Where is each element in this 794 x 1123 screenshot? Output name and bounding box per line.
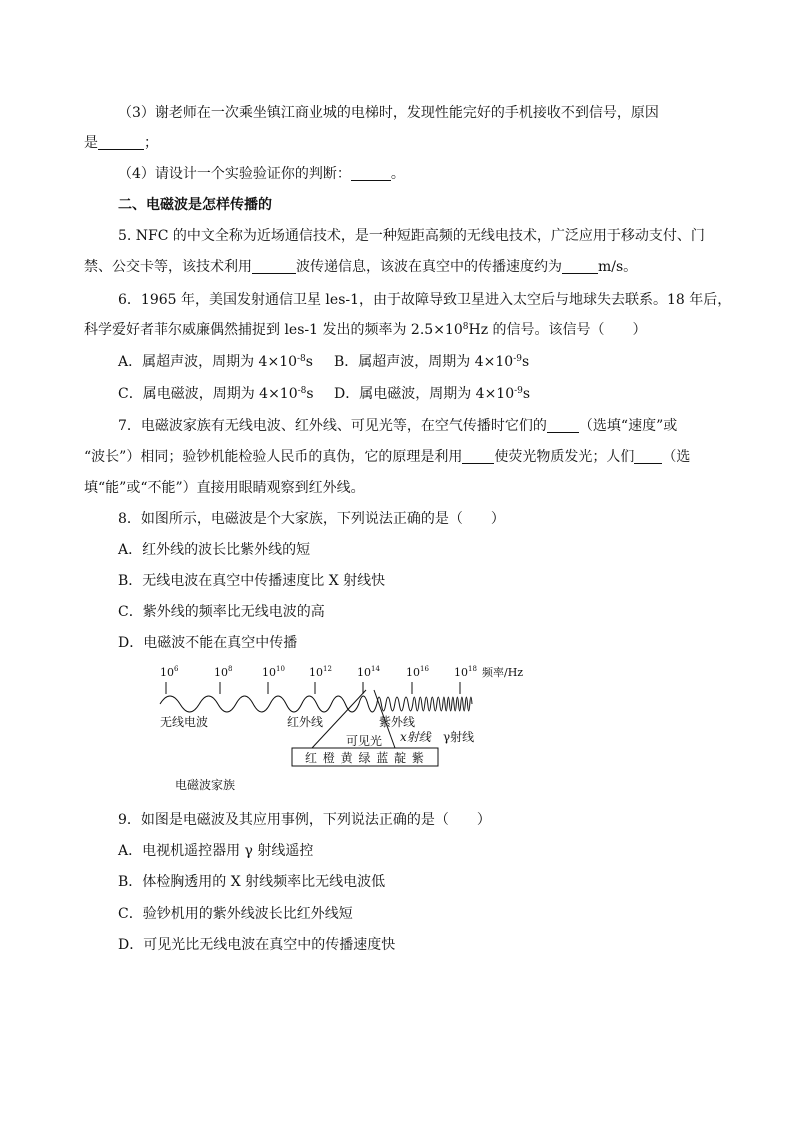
q3-answer-blank[interactable] xyxy=(98,135,144,150)
q9-option-d[interactable]: D．可见光比无线电波在真空中的传播速度快 xyxy=(118,937,396,953)
q6-line-2 xyxy=(84,320,647,340)
xray-label: x射线 xyxy=(400,730,431,744)
q6-option-c[interactable]: C．属电磁波，周期为 $4\times 10^{-8}s$ xyxy=(118,386,314,402)
q7-blank-1[interactable] xyxy=(547,418,579,433)
q7-text-3: “波长”）相同；验钞机能检验人民币的真伪，它的原理是利用 xyxy=(84,449,463,465)
tick-label: $10^{18}$ xyxy=(454,665,477,679)
infrared-label: 红外线 xyxy=(287,715,324,729)
q7-line-3: 填“能”或“不能”）直接用眼睛观察到红外线。 xyxy=(84,480,365,496)
q9-stem: 9．如图是电磁波及其应用事例，下列说法正确的是（ ） xyxy=(118,812,491,828)
q6-option-d[interactable]: D．属电磁波，周期为 $4\times 10^{-9}s$ xyxy=(334,386,531,402)
radio-wave-label: 无线电波 xyxy=(160,715,209,729)
q6-option-a[interactable]: A．属超声波，周期为 $4\times 10^{-8}s$ xyxy=(118,354,313,370)
q3-prefix: 是 xyxy=(84,135,98,151)
q9-option-c[interactable]: C．验钞机用的紫外线波长比红外线短 xyxy=(118,906,353,922)
q5-blank-2[interactable] xyxy=(562,259,598,274)
q8-option-d[interactable]: D．电磁波不能在真空中传播 xyxy=(118,635,298,651)
q5-text-2: 波传递信息，该波在真空中的传播速度约为 xyxy=(296,259,562,275)
frequency-ticks xyxy=(160,665,477,694)
tick-label: $10^{12}$ xyxy=(309,665,332,679)
q7-text-1: 7．电磁波家族有无线电波、红外线、可见光等，在空气传播时它们的 xyxy=(118,418,547,434)
q7-text-4: 使荧光物质发光；人们 xyxy=(494,449,635,465)
q9-option-b[interactable]: B．体检胸透用的 X 射线频率比无线电波低 xyxy=(118,874,386,890)
q7-line-2 xyxy=(84,447,690,467)
q5-text-1: 禁、公交卡等，该技术利用 xyxy=(84,259,252,275)
tick-label: $10^{14}$ xyxy=(357,665,380,679)
q5-line-2 xyxy=(84,257,637,277)
q6-line-1: 6．1965 年，美国发射通信卫星 les-1，由于故障导致卫星进入太空后与地球失去联系。18 年后， xyxy=(118,292,732,308)
diagram-caption: 电磁波家族 xyxy=(175,778,236,792)
q8-option-a[interactable]: A．红外线的波长比紫外线的短 xyxy=(118,542,311,558)
section-heading: 二、电磁波是怎样传播的 xyxy=(118,197,272,213)
q5-text-3: m/s。 xyxy=(598,259,638,275)
q5-blank-1[interactable] xyxy=(252,259,296,274)
q6-option-b[interactable]: B．属超声波，周期为 $4\times 10^{-9}s$ xyxy=(334,354,530,370)
q7-blank-3[interactable] xyxy=(634,449,662,464)
tick-label: $10^6$ xyxy=(160,665,179,679)
tick-label: $10^{10}$ xyxy=(262,665,285,679)
q7-blank-2[interactable] xyxy=(462,449,494,464)
q4-text: （4）请设计一个实验验证你的判断： xyxy=(118,166,351,182)
ultraviolet-label: 紫外线 xyxy=(379,715,416,729)
frequency-unit-label: 频率/Hz xyxy=(482,666,524,679)
q8-option-c[interactable]: C．紫外线的频率比无线电波的高 xyxy=(118,604,325,620)
gamma-label: γ射线 xyxy=(443,730,475,744)
visible-colors-text: 红 橙 黄 绿 蓝 靛 紫 xyxy=(305,751,425,765)
q3-line-2 xyxy=(84,133,158,153)
q6-text-2: Hz 的信号。该信号（ ） xyxy=(468,322,647,338)
q6-text-1: 科学爱好者菲尔威廉偶然捕捉到 les-1 发出的频率为 2.5×10 xyxy=(84,322,463,338)
tick-label: $10^8$ xyxy=(214,665,233,679)
q3-suffix: ； xyxy=(144,135,158,151)
q7-text-5: （选 xyxy=(662,449,691,465)
wave-curve xyxy=(160,696,472,712)
q4-answer-blank[interactable] xyxy=(351,166,391,181)
q5-line-1: 5. NFC 的中文全称为近场通信技术，是一种短距高频的无线电技术，广泛应用于移动支付、门 xyxy=(118,228,705,244)
q3-line-1: （3）谢老师在一次乘坐镇江商业城的电梯时，发现性能完好的手机接收不到信号，原因 xyxy=(118,105,659,121)
tick-label: $10^{16}$ xyxy=(406,665,429,679)
q7-text-2: （选填“速度”或 xyxy=(578,418,678,434)
visible-light-label: 可见光 xyxy=(346,734,383,748)
q8-stem: 8．如图所示，电磁波是个大家族，下列说法正确的是（ ） xyxy=(118,511,505,527)
q6-exponent: 8 xyxy=(462,322,469,332)
em-spectrum-diagram xyxy=(150,660,540,776)
q4-suffix: 。 xyxy=(390,166,405,182)
q7-line-1 xyxy=(118,416,677,436)
q9-option-a[interactable]: A．电视机遥控器用 γ 射线遥控 xyxy=(118,843,314,859)
q8-option-b[interactable]: B．无线电波在真空中传播速度比 X 射线快 xyxy=(118,573,386,589)
q4-line xyxy=(118,164,405,184)
